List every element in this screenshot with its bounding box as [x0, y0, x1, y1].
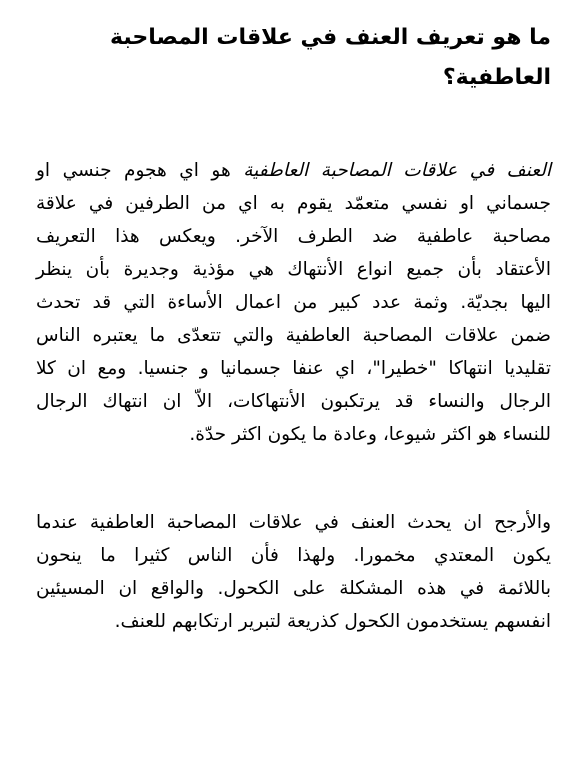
paragraph-line: العنف في علاقات المصاحبة العاطفية هو اي هجوم جنسي او: [36, 160, 551, 181]
definition-paragraph: [36, 154, 551, 451]
paragraph-line: يكون المعتدي مخمورا. ولهذا فأن الناس كثيرا ما ينحون: [36, 545, 551, 566]
paragraph-line: انفسهم يستخدمون الكحول كذريعة لتبرير ارتكابهم للعنف.: [114, 611, 551, 632]
alcohol-paragraph: [36, 506, 551, 638]
paragraph-line: مصاحبة عاطفية ضد الطرف الآخر. ويعكس هذا التعريف: [36, 226, 551, 247]
paragraph-line: الرجال والنساء قد يرتكبون الأنتهاكات، الاّ ان انتهاك الرجال: [36, 391, 551, 412]
paragraph-line: والأرجح ان يحدث العنف في علاقات المصاحبة العاطفية عندما: [36, 512, 551, 533]
paragraph-line: باللائمة في هذه المشكلة على الكحول. والواقع ان المسيئين: [36, 578, 551, 599]
paragraph-line: تقليديا انتهاكا "خطيرا"، اي عنفا جسمانيا و جنسيا. ومع ان كلا: [36, 358, 551, 379]
paragraph-line: ضمن علاقات المصاحبة العاطفية والتي تتعدّى ما يعتبره الناس: [36, 325, 551, 346]
paragraph-line: جسماني او نفسي متعمّد يقوم به اي من الطرفين في علاقة: [36, 193, 551, 214]
paragraph-line: اليها بجديّة. وثمة عدد كبير من اعمال الأساءة التي قد تحدث: [36, 292, 551, 313]
page-title: ما هو تعريف العنف في علاقات المصاحبة العاطفية؟: [110, 25, 551, 90]
paragraph-line: الأعتقاد بأن جميع انواع الأنتهاك هي مؤذية وجديرة بأن ينظر: [36, 259, 551, 280]
paragraph-line: للنساء هو اكثر شيوعا، وعادة ما يكون اكثر حدّة.: [189, 424, 551, 445]
emphasized-term: العنف في علاقات المصاحبة العاطفية: [243, 160, 551, 181]
